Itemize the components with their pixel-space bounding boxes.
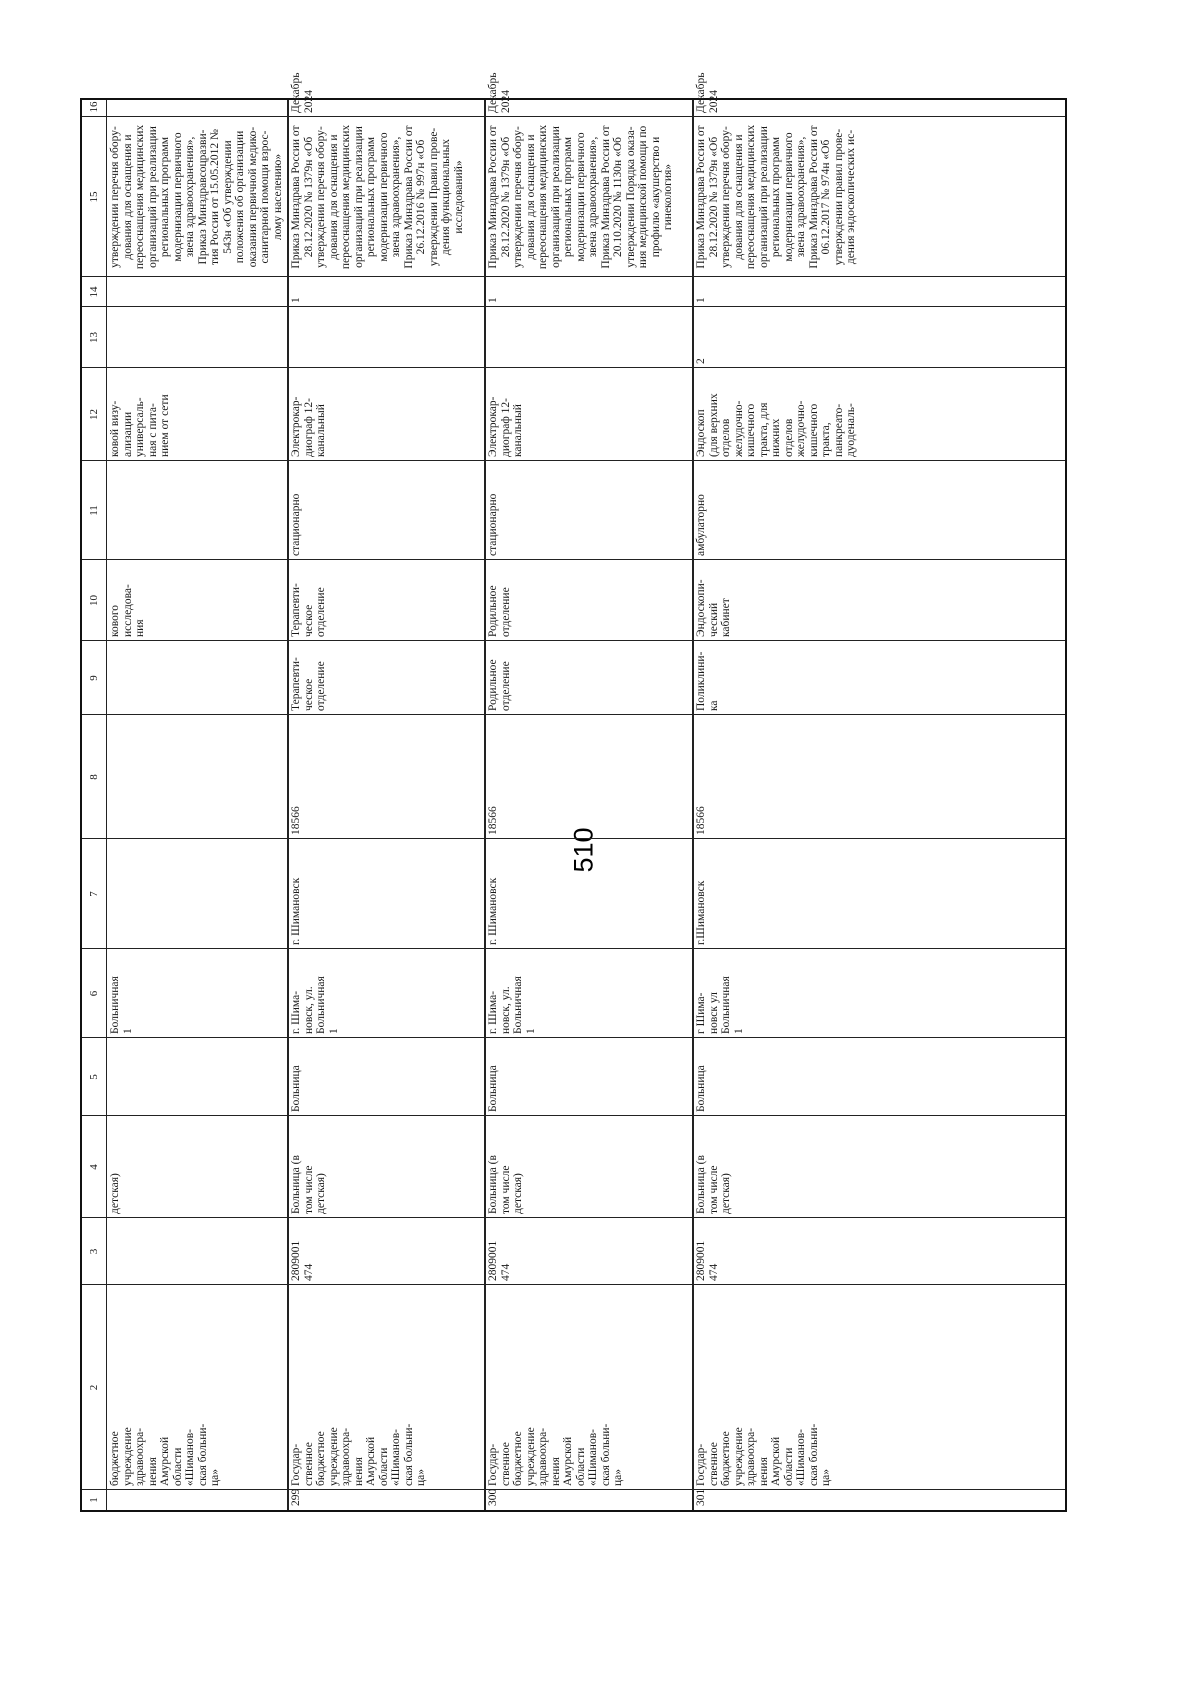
table-cell-col-8: 18566 — [487, 806, 499, 835]
table-cell-col-9: Терапевти- ческое отделение — [290, 657, 327, 711]
column-divider — [82, 838, 1065, 839]
table-cell-col-5: Больница — [290, 1065, 302, 1112]
table-cell-col-16: Декабрь 2024 — [695, 72, 720, 113]
table-cell-col-11: стационарно — [487, 493, 499, 556]
table-cell-col-6: г. Шима- новск, ул. Больничная 1 — [487, 976, 537, 1034]
table-cell-col-12: ковой визу- ализации универсаль- ная с пита- нием от сети — [109, 394, 171, 457]
column-divider — [82, 559, 1065, 560]
table-cell-col-3: 2809001 474 — [695, 1240, 720, 1281]
column-divider — [82, 640, 1065, 641]
table-cell-col-12: Электрокар- диограф 12- канальный — [290, 396, 327, 457]
column-divider — [82, 306, 1065, 307]
header-cell-10: 10 — [88, 595, 100, 606]
table-cell-col-8 — [106, 715, 287, 839]
table-cell-col-6: г Шима- новск ул Больничная 1 — [695, 976, 745, 1034]
table-cell-col-7: г.Шимановск — [695, 880, 707, 945]
page-number: 510 — [568, 827, 599, 873]
table-cell-col-1 — [106, 1490, 287, 1510]
table-cell-col-16: Декабрь 2024 — [487, 72, 512, 113]
table-cell-col-14: 1 — [487, 297, 499, 303]
header-cell-12: 12 — [88, 409, 100, 420]
row-divider — [484, 100, 486, 1510]
header-cell-15: 15 — [88, 191, 100, 203]
table-cell-col-1: 301 — [695, 1488, 707, 1506]
table-cell-col-7 — [106, 839, 287, 949]
table-cell-col-10: Терапевти- ческое отделение — [290, 583, 327, 637]
column-divider — [82, 948, 1065, 949]
table-cell-col-5 — [106, 1038, 287, 1116]
header-cell-11: 11 — [88, 505, 100, 516]
table-cell-col-10: Родильное отделение — [487, 585, 512, 637]
table-cell-col-5: Больница — [487, 1065, 499, 1112]
column-divider — [82, 276, 1065, 277]
header-cell-7: 7 — [88, 891, 100, 897]
table-cell-col-15: Приказ Минздрава России от 28.12.2020 № 1379н «Об утверждении перечня обору- дования для оснащения и переоснащения медицинских организаций при реализации региональных программ модернизации первичного звена здравоохранения», Приказ Минздрава России от 20.10.2020 № 1130н «Об утверждении Порядка оказа- ния медицинской помощи по профилю «акушерство и гинекология» — [487, 124, 674, 270]
table-cell-col-3: 2809001 474 — [290, 1240, 315, 1281]
table-cell-col-9: Родильное отделение — [487, 659, 512, 711]
table-cell-col-12: Электрокар- диограф 12- канальный — [487, 396, 524, 457]
table-cell-col-4: Больница (в том числе детская) — [290, 1155, 327, 1214]
column-divider — [82, 367, 1065, 368]
row-divider — [287, 100, 289, 1510]
table-cell-col-3: 2809001 474 — [487, 1240, 512, 1281]
table-cell-col-15: Приказ Минздрава России от 28.12.2020 № 1379н «Об утверждении перечня обору- дования для оснащения и переоснащения медицинских организаций при реализации региональных программ модернизации первичного звена здравоохранения», Приказ Минздрава России от 06.12.2017 № 974н «Об утверждении правил прове- дения эндоскопических ис- — [695, 124, 857, 270]
table-cell-col-4: Больница (в том числе детская) — [695, 1155, 732, 1214]
table-cell-col-13: 2 — [695, 358, 707, 364]
table-cell-col-7: г. Шимановск — [487, 877, 499, 945]
table-cell-col-14: 1 — [695, 297, 707, 303]
header-cell-1: 1 — [88, 1497, 100, 1503]
column-divider — [82, 1284, 1065, 1285]
header-cell-13: 13 — [88, 332, 100, 343]
header-cell-2: 2 — [88, 1384, 100, 1391]
column-divider — [82, 714, 1065, 715]
table-cell-col-5: Больница — [695, 1065, 707, 1112]
table-cell-col-11 — [106, 461, 287, 560]
table-cell-col-12: Эндоскоп (для верхних отделов желудочно- кишечного тракта, для нижних отделов желудочно- кишечного тракта, панкреато- дуоденаль- — [695, 393, 857, 457]
table-cell-col-15: Приказ Минздрава России от 28.12.2020 № 1379н «Об утверждении перечня обору- дования для оснащения и переоснащения медицинских организаций при реализации региональных программ модернизации первичного звена здравоохранения», Приказ Минздрава России от 26.12.2016 № 997н «Об утверждении Правил прове- дения функциональных исследований» — [290, 124, 465, 270]
table-cell-col-2: Государ- ственное бюджетное учреждение здравоохра- нения Амурской области «Шиманов- ская больни- ца» — [487, 1423, 624, 1486]
table-cell-col-2: бюджетное учреждение здравоохра- нения Амурской области «Шиманов- ская больни- ца» — [109, 1423, 221, 1486]
table-cell-col-14 — [106, 277, 287, 307]
table-cell-col-4: детская) — [109, 1173, 121, 1214]
table-cell-col-2: Государ- ственное бюджетное учреждение здравоохра- нения Амурской области «Шиманов- ская больни- ца» — [290, 1423, 427, 1486]
column-divider — [82, 1489, 1065, 1490]
header-cell-3: 3 — [88, 1248, 100, 1255]
table-cell-col-1: 300 — [487, 1488, 499, 1506]
table-cell-col-9: Поликлини- ка — [695, 651, 720, 711]
table-cell-col-14: 1 — [290, 297, 302, 303]
table-cell-col-6: Больничная 1 — [109, 976, 134, 1034]
table-cell-col-13 — [106, 307, 287, 368]
table-cell-col-2: Государ- ственное бюджетное учреждение здравоохра- нения Амурской области «Шиманов- ская больни- ца» — [695, 1423, 832, 1486]
row-divider — [692, 100, 694, 1510]
table-cell-col-11: амбулаторно — [695, 494, 707, 556]
table-cell-col-10: кового исследова- ния — [109, 584, 146, 637]
header-cell-5: 5 — [88, 1074, 100, 1080]
header-cell-8: 8 — [88, 774, 100, 780]
table-cell-col-8: 18566 — [290, 806, 302, 835]
table-cell-col-1: 299 — [290, 1488, 302, 1506]
column-divider — [82, 460, 1065, 461]
table — [80, 72, 1067, 1512]
table-cell-col-3 — [106, 1218, 287, 1285]
table-cell-col-6: г. Шима- новск, ул. Больничная 1 — [290, 976, 340, 1034]
header-cell-16: 16 — [88, 101, 100, 113]
header-cell-6: 6 — [88, 990, 100, 997]
table-cell-col-9 — [106, 641, 287, 715]
row-divider — [106, 100, 107, 1510]
table-cell-col-13 — [484, 307, 692, 368]
header-cell-4: 4 — [88, 1164, 100, 1170]
table-cell-col-11: стационарно — [290, 493, 302, 556]
column-divider — [82, 1217, 1065, 1218]
table-cell-col-7: г. Шимановск — [290, 877, 302, 945]
header-cell-9: 9 — [88, 675, 100, 681]
table-cell-col-16 — [106, 97, 287, 117]
table-cell-col-8: 18566 — [695, 806, 707, 835]
column-divider — [82, 1037, 1065, 1038]
table-cell-col-15: утверждении перечня обору- дования для оснащения и переоснащения медицинских организаций при реализации региональных программ модернизации первичного звена здравоохранения», Приказ Минздравсоцразви- тия России от 15.05.2012 № 543н «Об утверждении положения об организации оказания первичной медико- санитарной помощи взрос- лому населению» — [109, 124, 284, 270]
table-cell-col-16: Декабрь 2024 — [290, 72, 315, 113]
column-divider — [82, 116, 1065, 117]
header-cell-14: 14 — [88, 286, 100, 298]
table-cell-col-4: Больница (в том числе детская) — [487, 1155, 524, 1214]
table-cell-col-13 — [287, 307, 484, 368]
table-cell-col-10: Эндоскопи- ческий кабинет — [695, 579, 732, 637]
column-divider — [82, 1115, 1065, 1116]
